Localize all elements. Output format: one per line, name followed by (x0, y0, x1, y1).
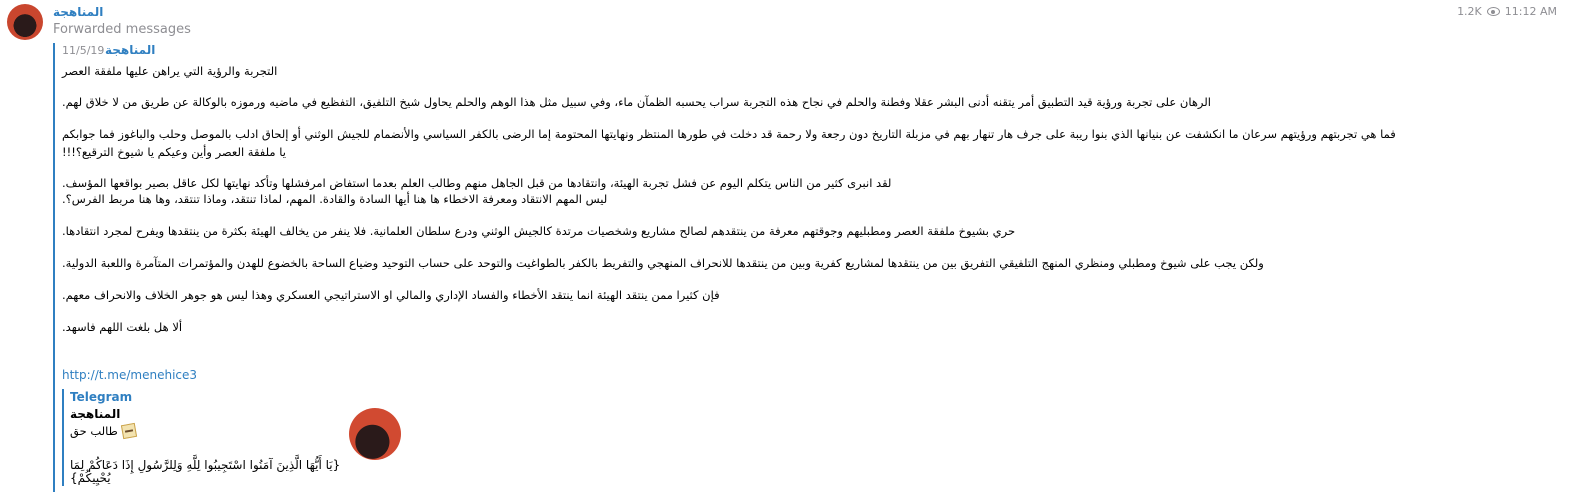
pencil-icon (121, 423, 137, 439)
forwarded-label: Forwarded messages (53, 22, 191, 37)
message-paragraph: فما هي تجربتهم ورؤيتهم سرعان ما انكشفت عن بنيانها الذي بنوا ريبة على جرف هار تنهار بهم في مزبلة التاريخ دون رجعة ولا رحمة قد دخلت في طورها المنتظر ونهايتها المحتومة إما الرضى بالكفر السياسي والأنضمام للجيش الوثني أو إلحاق ادلب بالموصل وحلب والباغوز فما جوابكم (62, 127, 1396, 141)
forward-bar (53, 43, 55, 492)
view-count: 1.2K (1457, 5, 1482, 18)
message-paragraph: ليس المهم الانتقاد ومعرفة الاخطاء ها هنا أيها السادة والقادة. المهم، لماذا تنتقد، وماذا تنتقد، وها هنا مربط الفرس؟. (62, 192, 608, 206)
forward-author[interactable]: المناهجة (105, 43, 156, 57)
preview-verse: {يَا أَيُّهَا الَّذِينَ آمَنُوا اسْتَجِيبُوا لِلَّهِ وَلِلرَّسُولِ إِذَا دَعَاكُمْ لِمَا يُحْيِيكُمْ} (70, 458, 341, 485)
preview-bar (62, 389, 64, 486)
message-heading: التجربة والرؤية التي يراهن عليها ملفقة العصر (62, 64, 278, 78)
message-paragraph: فإن كثيرا ممن ينتقد الهيئة انما ينتقد الأخطاء والفساد الإداري والمالي او الاستراتيجي العسكري وهذا ليس هو جوهر الخلاف والانحراف معهم. (62, 288, 720, 302)
message-paragraph: يا ملفقة العصر وأين وعيكم يا شيوخ الترقيع؟!!! (62, 145, 286, 159)
message-meta (1457, 5, 1557, 18)
preview-thumbnail[interactable] (349, 408, 401, 460)
preview-description (70, 424, 136, 438)
message-paragraph: الرهان على تجربة ورؤية قيد التطبيق أمر يتقنه أدنى البشر عقلا وفطنة والحلم في نجاح هذه التجربة سراب يحسبه الظمآن ماء، وفي سبيل مثل هذا الوهم والحلم يحاول شيخ التلفيق، التفظيع في ماضيه ورموزه بالوكالة عن طريق من لا خلاق لهم. (62, 95, 1211, 109)
preview-title: المناهجة (70, 407, 121, 421)
channel-link[interactable]: http://t.me/menehice3 (62, 368, 198, 382)
message-paragraph: ألا هل بلغت اللهم فاسهد. (62, 320, 183, 334)
message-paragraph: حري بشيوخ ملفقة العصر ومطبليهم وجوقتهم معرفة من ينتقدهم لصالح مشاريع وشخصيات مرتدة كالجيش الوثني ودرع سلطان العلمانية. فلا ينفر من يخالف الهيئة بكثرة من ينتقدها ويفرح لمجرد انتقادها. (62, 224, 1016, 238)
channel-name[interactable]: المناهجة (53, 5, 104, 19)
preview-site[interactable]: Telegram (70, 390, 133, 404)
eye-icon (1487, 7, 1500, 16)
preview-description-text: طالب حق (70, 424, 118, 438)
forward-date: 11/5/19 (62, 44, 105, 57)
channel-avatar[interactable] (7, 4, 43, 40)
message-paragraph: ولكن يجب على شيوخ ومطبلي ومنظري المنهج التلفيقي التفريق بين من ينتقدها لمشاريع كفرية وبين من ينتقدها للانحراف المنهجي والتفريط بالكفر بالطواغيت والتوحد على حساب التوحيد وضياع الساحة بالخضوع للهدن والمؤتمرات المتآمرة واللعبة الدولية. (62, 256, 1264, 270)
message-time: 11:12 AM (1504, 5, 1557, 18)
message-paragraph: لقد انبرى كثير من الناس يتكلم اليوم عن فشل تجربة الهيئة، وانتقادها من قبل الجاهل منهم وطالب العلم بعدما استفاض امرفشلها وتأكد نهايتها لكل عاقل بصير بواقعها المؤسف. (62, 176, 892, 190)
